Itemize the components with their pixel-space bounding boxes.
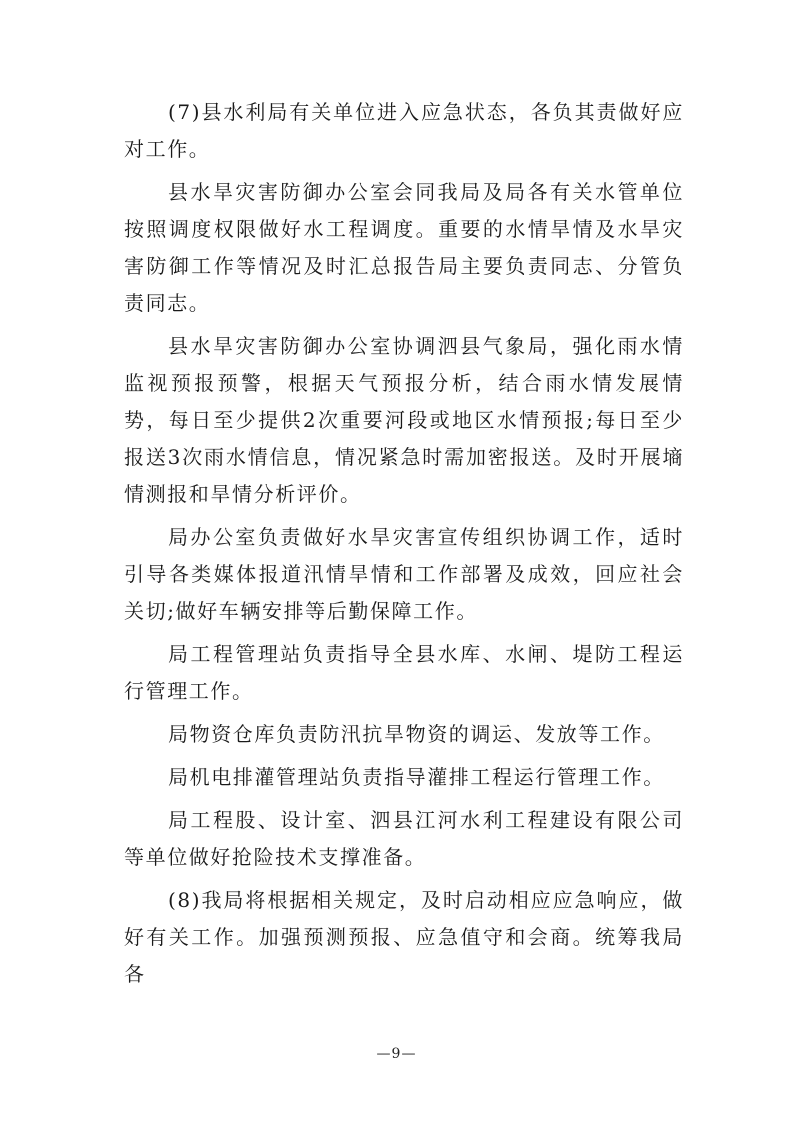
paragraph-flood-office-dispatch: 县水旱灾害防御办公室会同我局及局各有关水管单位按照调度权限做好水工程调度。重要的水情旱情及水旱灾害防御工作等情况及时汇总报告局主要负责同志、分管负责同志。 xyxy=(124,180,684,315)
paragraph-7: (7)县水利局有关单位进入应急状态，各负其责做好应对工作。 xyxy=(124,100,684,161)
paragraph-meteorology-coordination: 县水旱灾害防御办公室协调泗县气象局，强化雨水情监视预报预警，根据天气预报分析，结合雨水情发展情势，每日至少提供2次重要河段或地区水情预报;每日至少报送3次雨水情信息，情况紧急时需加密报送。及时开展墒情测报和旱情分析评价。 xyxy=(124,334,684,506)
paragraph-bureau-office: 局办公室负责做好水旱灾害宣传组织协调工作，适时引导各类媒体报道汛情旱情和工作部署及成效，回应社会关切;做好车辆安排等后勤保障工作。 xyxy=(124,525,684,623)
paragraph-irrigation-station: 局机电排灌管理站负责指导灌排工程运行管理工作。 xyxy=(168,765,665,789)
paragraph-engineering-unit: 局工程股、设计室、泗县江河水利工程建设有限公司等单位做好抢险技术支撑准备。 xyxy=(124,808,684,869)
body-text xyxy=(124,94,684,993)
page-number: —9— xyxy=(376,1046,417,1062)
paragraph-8: (8)我局将根据相关规定，及时启动相应应急响应，做好有关工作。加强预测预报、应急值守和会商。统筹我局各 xyxy=(124,888,684,986)
paragraph-engineering-station: 局工程管理站负责指导全县水库、水闸、堤防工程运行管理工作。 xyxy=(124,642,684,703)
paragraph-material-warehouse: 局物资仓库负责防汛抗旱物资的调运、发放等工作。 xyxy=(168,722,665,746)
